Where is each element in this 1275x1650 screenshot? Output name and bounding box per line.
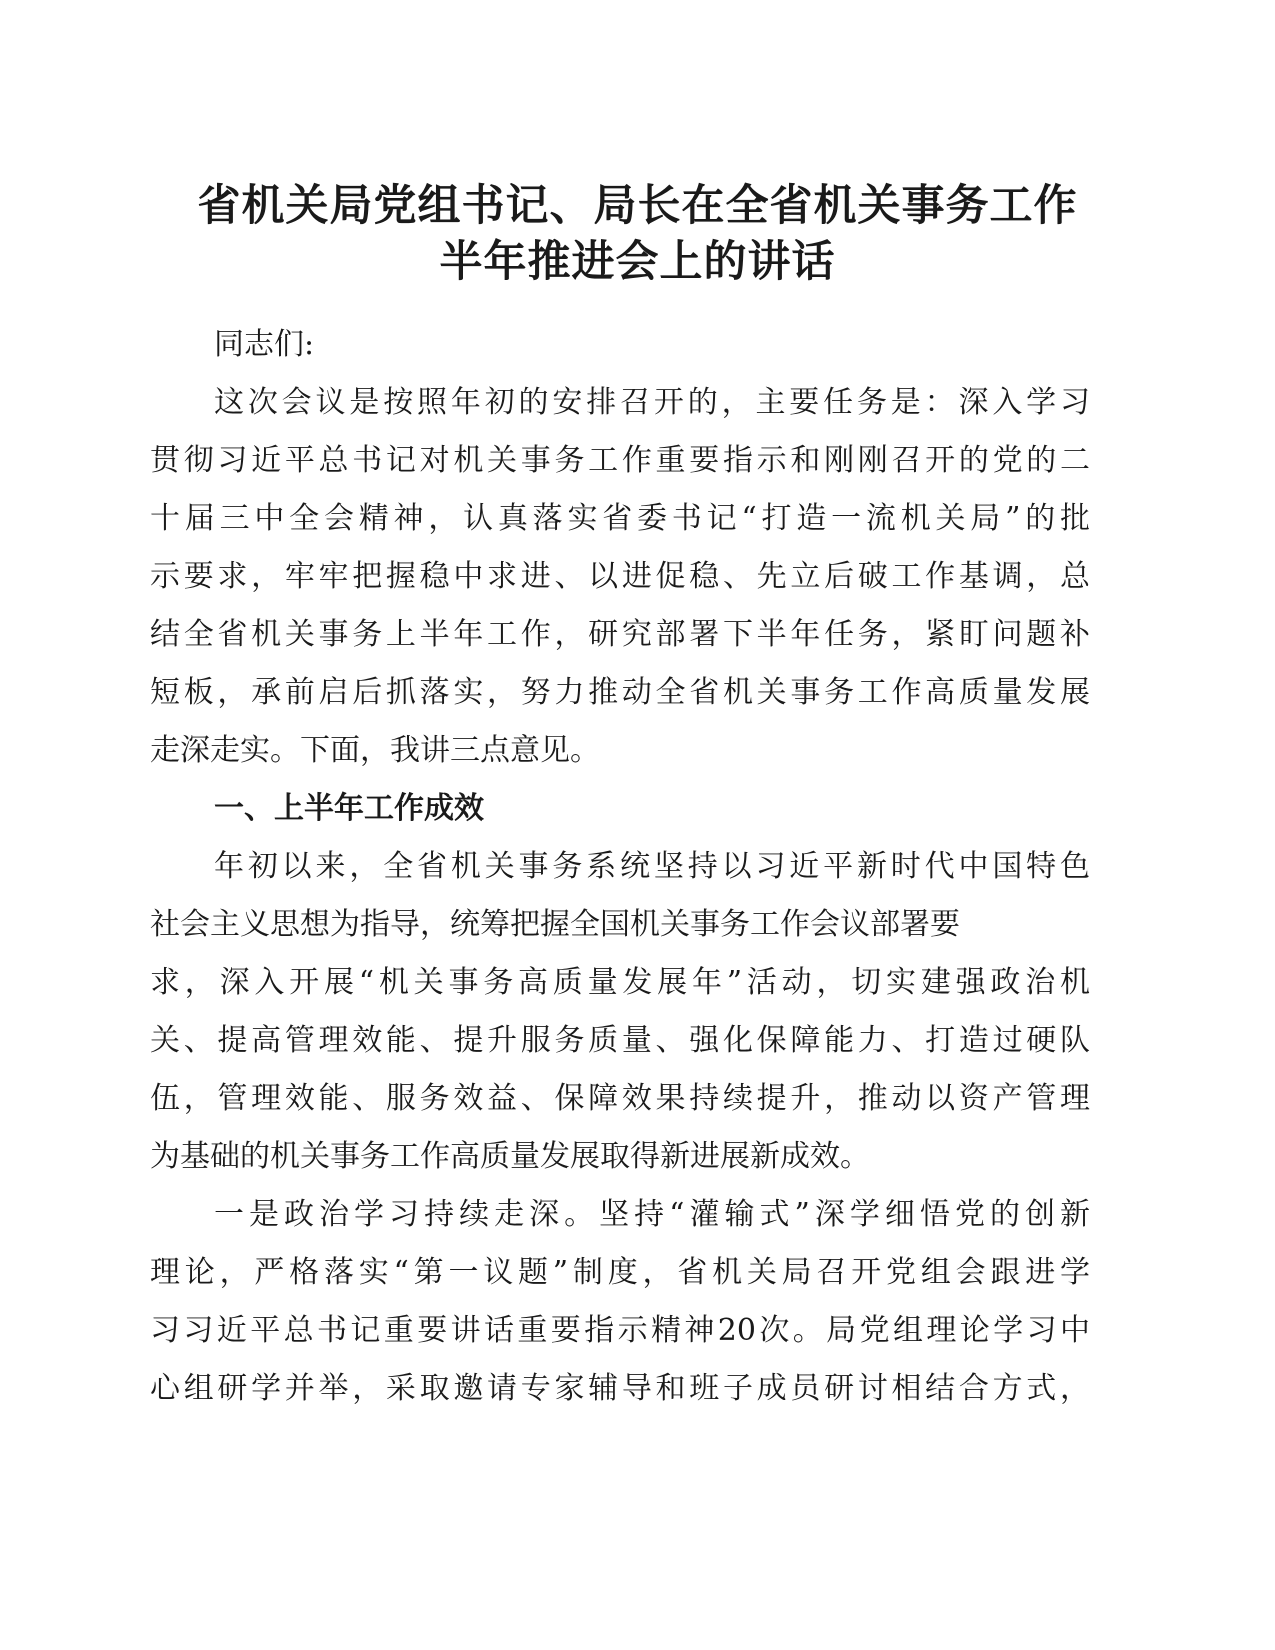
paragraph-line: 短板，承前启后抓落实，努力推动全省机关事务工作高质量发展 (150, 675, 1090, 710)
section-heading-1: 一、上半年工作成效 (214, 791, 484, 826)
paragraph-line: 伍，管理效能、服务效益、保障效果持续提升，推动以资产管理 (150, 1081, 1090, 1116)
paragraph-line: 年初以来，全省机关事务系统坚持以习近平新时代中国特色 (214, 849, 1090, 884)
paragraph-line: 求，深入开展“机关事务高质量发展年”活动，切实建强政治机 (150, 965, 1090, 1000)
paragraph-line: 结全省机关事务上半年工作，研究部署下半年任务，紧盯问题补 (150, 617, 1090, 652)
paragraph-line: 心组研学并举，采取邀请专家辅导和班子成员研讨相结合方式， (150, 1371, 1090, 1406)
paragraph-line: 走深走实。下面，我讲三点意见。 (150, 733, 600, 768)
paragraph-line: 为基础的机关事务工作高质量发展取得新进展新成效。 (150, 1139, 870, 1174)
document-body (150, 316, 1090, 1418)
salutation: 同志们: (214, 327, 315, 362)
paragraph-line: 理论，严格落实“第一议题”制度，省机关局召开党组会跟进学 (150, 1255, 1090, 1290)
paragraph-line: 贯彻习近平总书记对机关事务工作重要指示和刚刚召开的党的二 (150, 443, 1090, 478)
paragraph-achievements (150, 838, 1090, 1186)
document-title-line-2: 半年推进会上的讲话 (439, 237, 836, 287)
paragraph-line: 关、提高管理效能、提升服务质量、强化保障能力、打造过硬队 (150, 1023, 1090, 1058)
paragraph-political-study (150, 1186, 1090, 1418)
paragraph-line: 习习近平总书记重要讲话重要指示精神20次。局党组理论学习中 (150, 1313, 1090, 1348)
paragraph-line: 示要求，牢牢把握稳中求进、以进促稳、先立后破工作基调，总 (150, 559, 1090, 594)
paragraph-line: 十届三中全会精神，认真落实省委书记“打造一流机关局”的批 (150, 501, 1090, 536)
paragraph-line: 这次会议是按照年初的安排召开的，主要任务是：深入学习 (214, 385, 1090, 420)
paragraph-line: 一是政治学习持续走深。坚持“灌输式”深学细悟党的创新 (214, 1197, 1090, 1232)
paragraph-intro (150, 374, 1090, 780)
paragraph-line: 社会主义思想为指导，统筹把握全国机关事务工作会议部署要 (150, 907, 960, 942)
document-title-line-1: 省机关局党组书记、局长在全省机关事务工作 (197, 181, 1078, 231)
